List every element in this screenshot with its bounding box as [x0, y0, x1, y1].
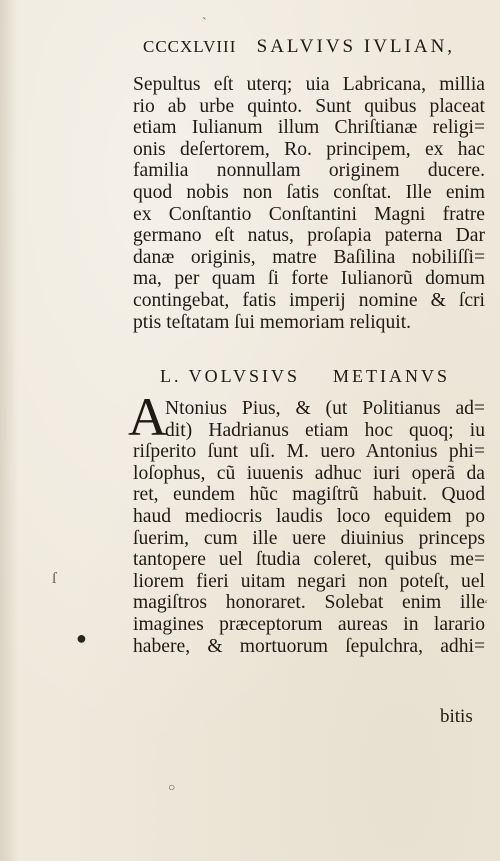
text-line: Ntonius Pius, & (ut Politianus ad= — [165, 398, 485, 419]
margin-mark-bottom: ○ — [168, 780, 176, 794]
catchword: bitis — [440, 706, 473, 727]
text-line: onis deſertorem, Ro. principem, ex hac — [133, 138, 485, 160]
running-title: SALVIVS IVLIAN, — [256, 36, 456, 57]
text-line: Sepultus eſt uterq; uia Labricana, millia — [133, 74, 485, 95]
text-line: magiſtros honoraret. Solebat enim ille — [133, 592, 485, 614]
text-line: ret, eundem hũc magiſtrũ habuit. Quod — [133, 484, 485, 506]
running-head — [143, 36, 483, 58]
margin-mark-top: ˋ — [202, 16, 207, 31]
text-line: quod nobis non ſatis conſtat. Ille enim — [133, 181, 485, 203]
text-line: germano eſt natus, proſapia paterna Dar — [133, 225, 485, 247]
margin-dot: ● — [76, 628, 87, 648]
gutter-shadow — [0, 0, 18, 861]
drop-initial: A — [128, 387, 167, 447]
margin-mark-left: ſ — [52, 570, 57, 587]
page-folio: CCCXLVIII — [143, 37, 237, 56]
text-line: rio ab urbe quinto. Sunt quibus placeat — [133, 95, 485, 117]
text-line: ma, per quam ſi forte Iulianorũ domum — [133, 268, 485, 290]
text-line: ex Conſtantio Conſtantini Magni fratre — [133, 203, 485, 225]
text-line: loſophus, cũ iuuenis adhuc iuri operã da — [133, 462, 485, 484]
text-line: familia nonnullam originem ducere. — [133, 160, 485, 182]
text-line: habere, & mortuorum ſepulchra, adhi= — [133, 635, 485, 657]
heading-name: L. VOLVSIVS — [160, 366, 301, 386]
text-line: ſuerim, cum ille uere diuinius princeps — [133, 527, 485, 549]
text-line: tantopere uel ſtudia coleret, quibus me= — [133, 549, 485, 571]
text-line: riſperito ſunt uſi. M. uero Antonius phi= — [133, 441, 485, 463]
text-line: haud mediocris laudis loco equidem po — [133, 505, 485, 527]
text-line: danæ originis, matre Baſilina nobiliſſi= — [133, 246, 485, 268]
entry-salvius-text — [133, 74, 485, 333]
section-heading — [160, 366, 480, 387]
text-line: contingebat, fatis imperij nomine & ſcri — [133, 289, 485, 311]
text-line: imagines præceptorum aureas in larario — [133, 613, 485, 635]
entry-volusius-text — [133, 398, 485, 657]
text-line: dit) Hadrianus etiam hoc quoq; iu — [165, 419, 485, 441]
heading-surname: METIANVS — [333, 366, 451, 386]
text-line: liorem fieri uitam negari non poteſt, uel — [133, 570, 485, 592]
text-line: etiam Iulianum illum Chriſtianæ religi= — [133, 117, 485, 139]
text-line: ptis teſtatam ſui memoriam reliquit. — [133, 311, 412, 333]
margin-mark-right: ʻ — [484, 596, 489, 611]
